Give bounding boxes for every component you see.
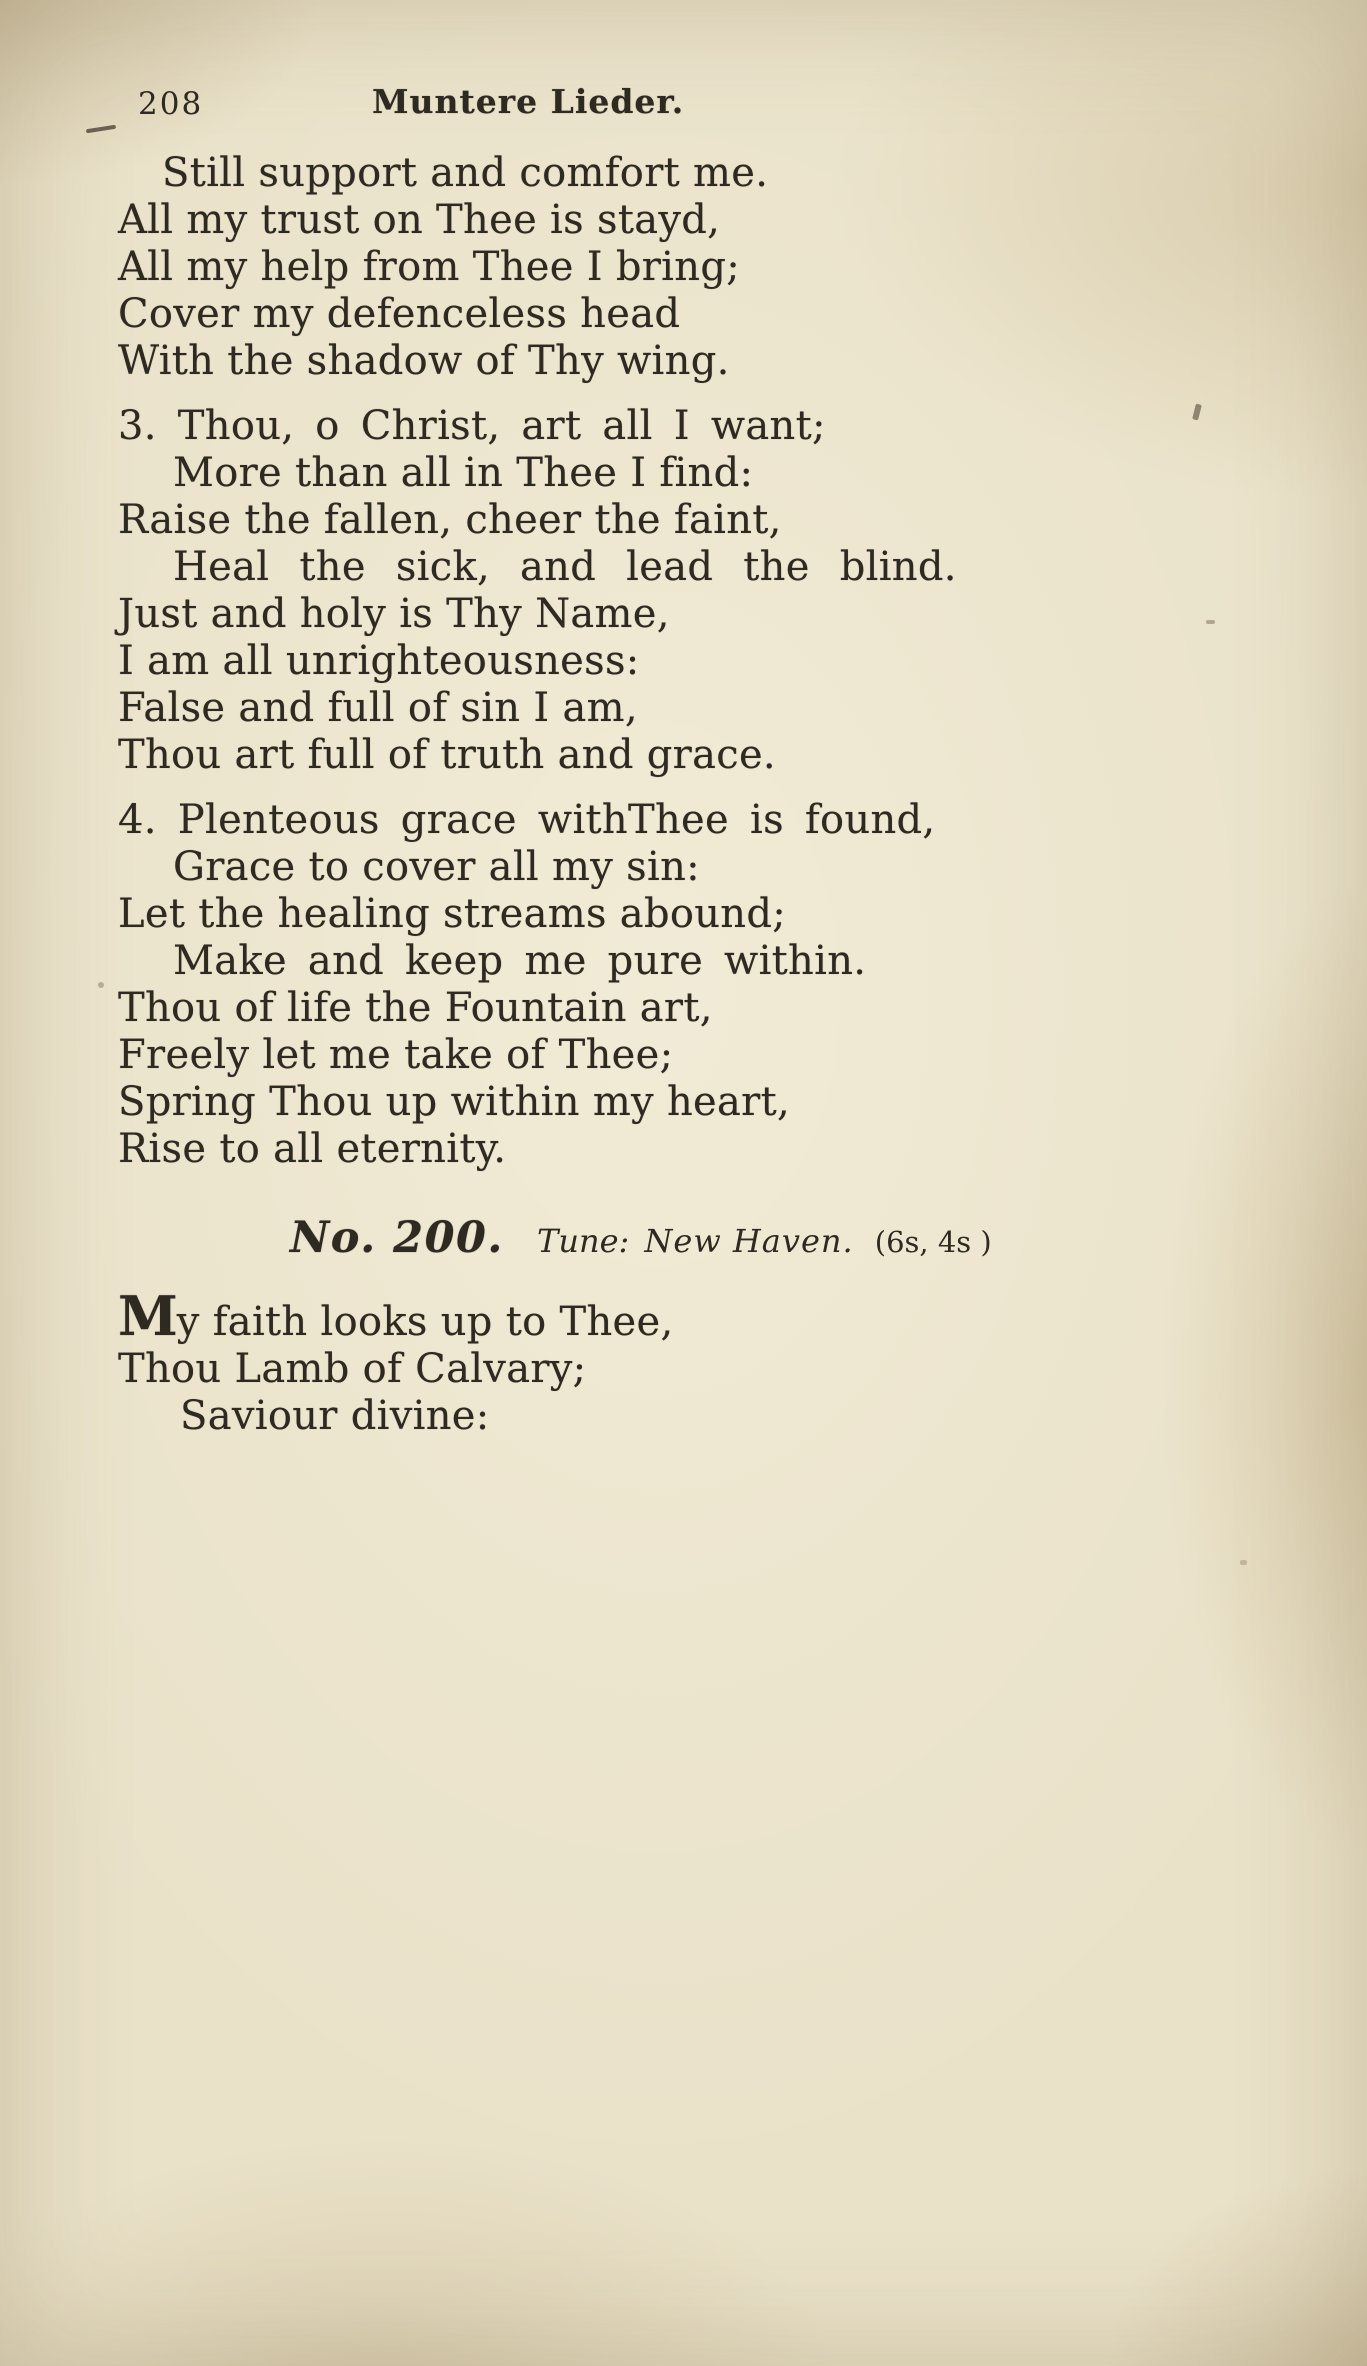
running-head-title: Muntere Lieder. [372,82,685,121]
page-number: 208 [138,86,204,122]
verse-line: Just and holy is Thy Name, [118,591,670,637]
verse-line: With the shadow of Thy wing. [118,338,730,384]
scan-artifact-speck [1240,1560,1247,1565]
verse-line: I am all unrighteousness: [118,638,640,684]
stanza-verse-2-continuation [118,150,1308,385]
verse-line: Spring Thou up within my heart, [118,1079,790,1125]
page-body [118,150,1308,1458]
verse-line: More than all in Thee I find: [173,450,754,496]
meter-signature: (6s, 4s ) [874,1225,992,1259]
hymn-number: No. 200. [290,1213,504,1263]
verse-line: 4. Plenteous grace withThee is found, [118,797,936,843]
verse-line: Still support and comfort me. [162,150,769,196]
verse-line: Freely let me take of Thee; [118,1032,674,1078]
stanza-verse-3 [118,403,1308,779]
verse-line: Saviour divine: [180,1393,490,1439]
hymn-200-stanza-1 [118,1284,1308,1440]
verse-line: All my help from Thee I bring; [118,244,741,290]
tune-label: Tune: [537,1222,630,1260]
scan-artifact-dash [86,125,116,134]
verse-line: Let the healing streams abound; [118,891,787,937]
hymn-heading [118,1213,1308,1263]
verse-line: Thou of life the Fountain art, [118,985,713,1031]
stanza-verse-4 [118,797,1308,1173]
verse-line: Cover my defenceless head [118,291,681,337]
fraktur-initial-M: M [118,1284,177,1348]
verse-line-rest: y faith looks up to Thee, [176,1299,674,1345]
verse-line: Heal the sick, and lead the blind. [173,544,957,590]
verse-line: Grace to cover all my sin: [173,844,700,890]
tune-name: New Haven. [644,1222,854,1260]
verse-line: Thou Lamb of Calvary; [118,1346,587,1392]
verse-line: All my trust on Thee is stayd, [118,197,721,243]
verse-line: Rise to all eternity. [118,1126,507,1172]
scan-artifact-speck [98,982,104,988]
verse-line: 3. Thou, o Christ, art all I want; [118,403,826,449]
verse-line: Make and keep me pure within. [173,938,867,984]
verse-line-with-initial [118,1284,1308,1348]
verse-line: Raise the fallen, cheer the faint, [118,497,782,543]
verse-line: Thou art full of truth and grace. [118,732,776,778]
verse-line: False and full of sin I am, [118,685,638,731]
